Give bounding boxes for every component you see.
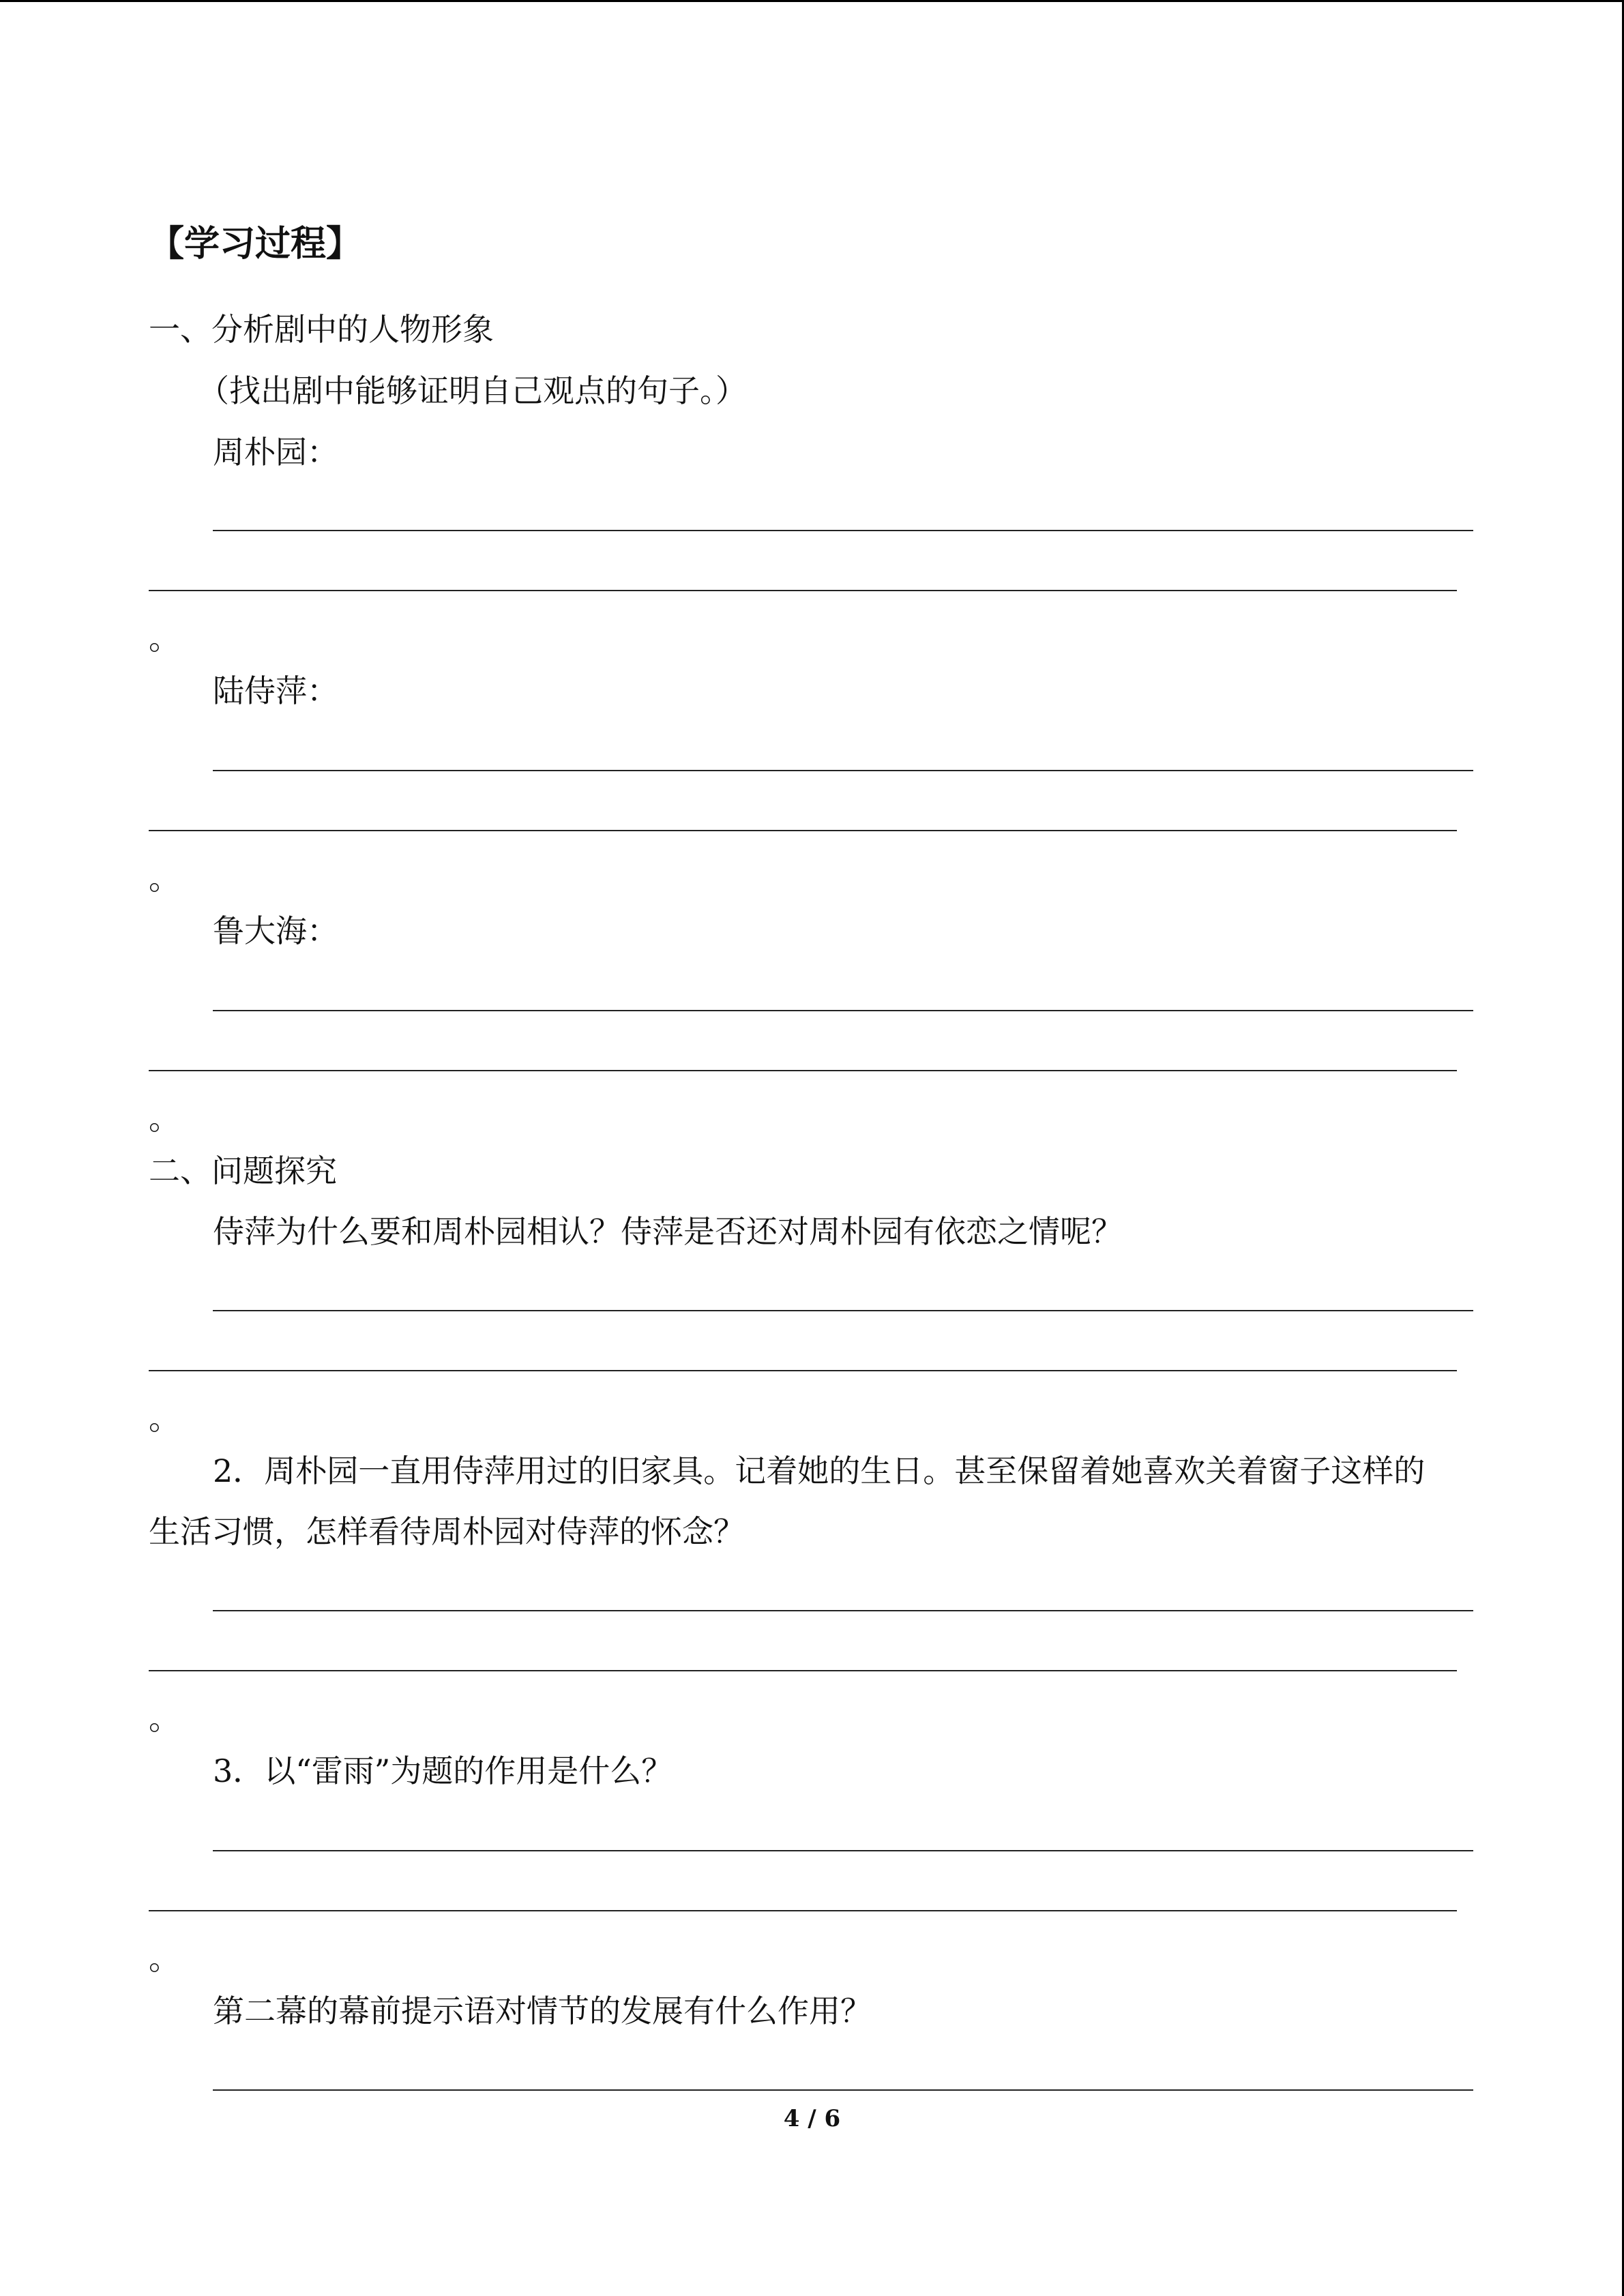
question-4: 第二幕的幕前提示语对情节的发展有什么作用？ bbox=[213, 1993, 872, 2029]
question-2-line1: 2．周朴园一直用侍萍用过的旧家具。记着她的生日。甚至保留着她喜欢关着窗子这样的 bbox=[213, 1452, 1426, 1489]
question-1: 侍萍为什么要和周朴园相认？侍萍是否还对周朴园有依恋之情呢？ bbox=[213, 1213, 1123, 1250]
answer-line[interactable] bbox=[149, 1070, 1457, 1071]
answer-line[interactable] bbox=[149, 1910, 1457, 1911]
answer-line[interactable] bbox=[149, 590, 1457, 591]
end-mark: 。 bbox=[149, 1940, 180, 1977]
character-label: 陆侍萍： bbox=[213, 672, 338, 709]
answer-line[interactable] bbox=[213, 530, 1473, 531]
page-border-top bbox=[0, 0, 1624, 2]
end-mark: 。 bbox=[149, 620, 180, 657]
answer-line[interactable] bbox=[149, 830, 1457, 831]
end-mark: 。 bbox=[149, 1100, 180, 1137]
part2-heading: 二、问题探究 bbox=[149, 1152, 337, 1189]
part1-note: （找出剧中能够证明自己观点的句子。） bbox=[198, 372, 747, 409]
end-mark: 。 bbox=[149, 860, 180, 897]
question-2-line2: 生活习惯，怎样看待周朴园对侍萍的怀念？ bbox=[149, 1513, 745, 1550]
answer-line[interactable] bbox=[213, 1610, 1473, 1611]
answer-line[interactable] bbox=[149, 1370, 1457, 1371]
page-number: 4 / 6 bbox=[783, 2105, 841, 2132]
section-title: 【学习过程】 bbox=[149, 223, 362, 265]
answer-line[interactable] bbox=[213, 1010, 1473, 1011]
answer-line[interactable] bbox=[213, 770, 1473, 771]
character-label: 周朴园： bbox=[213, 434, 338, 471]
answer-line[interactable] bbox=[149, 1670, 1457, 1671]
character-label: 鲁大海： bbox=[213, 912, 338, 949]
end-mark: 。 bbox=[149, 1700, 180, 1737]
part1-heading: 一、分析剧中的人物形象 bbox=[149, 311, 494, 348]
end-mark: 。 bbox=[149, 1400, 180, 1437]
answer-line[interactable] bbox=[213, 1850, 1473, 1851]
question-3: 3．以“雷雨”为题的作用是什么？ bbox=[213, 1753, 673, 1789]
answer-line[interactable] bbox=[213, 1310, 1473, 1311]
answer-line[interactable] bbox=[213, 2089, 1473, 2091]
